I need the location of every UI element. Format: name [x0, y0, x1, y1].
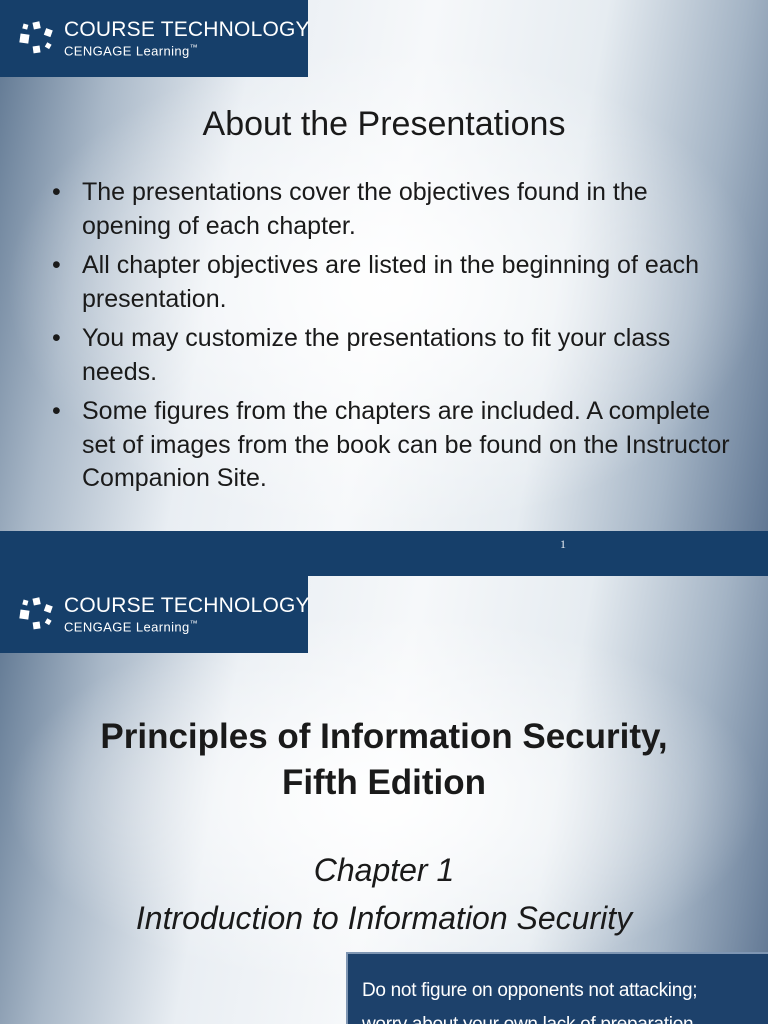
- book-title-line1: Principles of Information Security,: [100, 717, 668, 756]
- bullet-dot: •: [52, 251, 61, 279]
- quote-box: [346, 952, 768, 1035]
- slide-title-page: [0, 576, 768, 1035]
- slide-title: About the Presentations: [202, 105, 566, 143]
- bullet-item: • Some figures from the chapters are included. A complete set of images from the book can be found on the Instructor Companion Site.: [52, 397, 730, 492]
- bullet-dot: •: [52, 397, 61, 425]
- bullet-dot: •: [52, 324, 61, 352]
- logo-title: COURSE TECHNOLOGY: [64, 594, 310, 617]
- logo-title: COURSE TECHNOLOGY: [64, 18, 310, 41]
- bullet-item: • You may customize the presentations to fit your class needs.: [52, 324, 671, 386]
- page-number: 1: [560, 537, 566, 551]
- quote-line2: worry about your own lack of preparation.: [362, 1014, 699, 1035]
- chapter-label: Chapter 1: [313, 852, 455, 888]
- logo-subtitle: CENGAGE Learning™: [64, 619, 199, 635]
- bullet-item: • The presentations cover the objectives found in the opening of each chapter.: [52, 178, 648, 240]
- book-title: [0, 714, 768, 806]
- bullet-list: [52, 176, 732, 502]
- course-technology-logo: [0, 0, 308, 77]
- cengage-starburst-icon: [18, 596, 56, 632]
- bullet-dot: •: [52, 178, 61, 206]
- bullet-item: • All chapter objectives are listed in the beginning of each presentation.: [52, 251, 700, 313]
- book-title-line2: Fifth Edition: [281, 763, 487, 802]
- footer-bar: [0, 531, 768, 576]
- quote-line1: Do not figure on opponents not attacking;: [362, 980, 698, 1001]
- chapter-subtitle: Introduction to Information Security: [135, 900, 633, 936]
- course-technology-logo: [0, 576, 308, 653]
- cengage-starburst-icon: [18, 20, 56, 56]
- logo-subtitle: CENGAGE Learning™: [64, 43, 199, 59]
